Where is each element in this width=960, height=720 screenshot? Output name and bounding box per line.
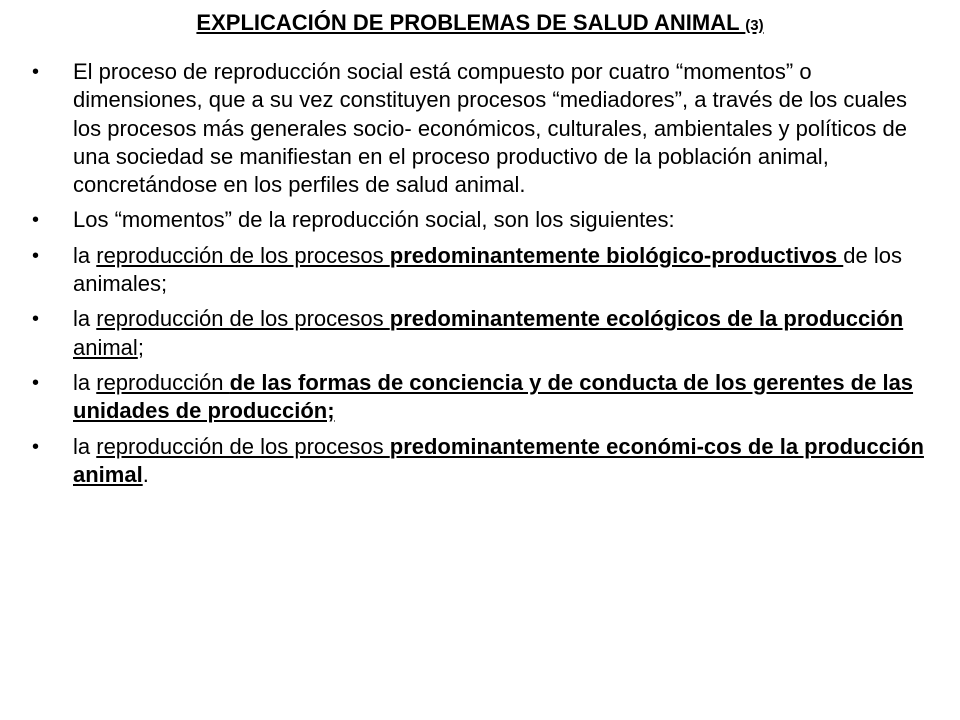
bullet-text-segment: de las formas de conciencia y de conducta de los gerentes de las unidades de producción;	[73, 369, 914, 424]
bullet-text-segment: predominantemente biológico-productivos	[389, 242, 844, 268]
bullet-text-segment: predominantemente ecológicos de la producción	[389, 306, 904, 332]
slide-title	[0, 8, 960, 41]
bullet-text-segment: la	[73, 306, 97, 332]
bullet-text-segment: reproducción de los procesos	[96, 433, 390, 459]
bullet-text-segment: reproducción de los procesos	[96, 306, 390, 332]
bullet-dot: •	[32, 308, 40, 331]
bullet-item	[32, 433, 932, 490]
bullet-text-segment: El proceso de reproducción social está compuesto por cuatro “momentos” o dimensiones, que a su vez constituyen procesos “mediadores”, a través de los cuales los procesos más generales socio- económicos, culturales, ambientales y políticos de una sociedad se manifiestan en el proceso productivo de la población animal, concretándose en los perfiles de salud animal.	[73, 59, 907, 198]
bullet-text-segment: Los “momentos” de la reproducción social, son los siguientes:	[73, 207, 675, 233]
bullet-item	[32, 58, 932, 199]
slide-title-number: (3)	[745, 17, 764, 34]
bullet-text-segment: animal	[73, 334, 138, 360]
bullet-dot: •	[32, 435, 40, 458]
bullet-text-segment: de los animales;	[73, 242, 902, 297]
bullet-dot: •	[32, 61, 40, 83]
bullet-dot: •	[32, 209, 40, 232]
bullet-text-segment: reproducción de los procesos	[96, 242, 390, 268]
bullet-text-segment: la	[73, 242, 97, 268]
bullet-dot: •	[32, 371, 40, 394]
slide-title-main: EXPLICACIÓN DE PROBLEMAS DE SALUD ANIMAL	[196, 10, 746, 35]
bullet-item	[32, 206, 932, 234]
bullet-item	[32, 369, 932, 426]
bullet-item	[32, 305, 932, 362]
bullet-text-segment: reproducción	[96, 369, 230, 395]
bullet-text-segment: la	[73, 433, 97, 459]
bullet-text-segment: .	[142, 461, 149, 487]
bullet-text-segment: predominantemente económi-cos de la producción animal	[73, 433, 924, 487]
bullet-dot: •	[32, 244, 40, 267]
bullet-text-segment: ;	[137, 334, 144, 360]
bullet-item	[32, 242, 932, 299]
bullet-text-segment: la	[73, 369, 97, 395]
bullet-list	[32, 58, 932, 496]
